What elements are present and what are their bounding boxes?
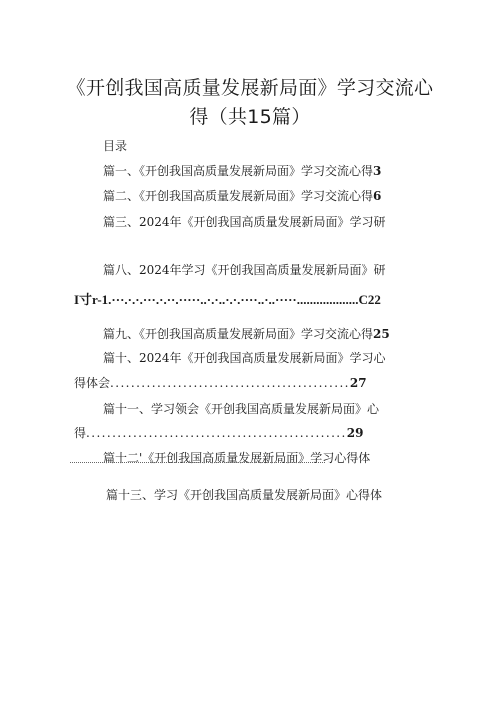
toc-entry-page: 6: [373, 189, 382, 203]
toc-entry-8[interactable]: [103, 262, 386, 278]
toc-entry-text: 篇十三、学习《开创我国高质量发展新局面》心得体: [106, 488, 383, 502]
toc-entry-page: 27: [349, 376, 367, 390]
toc-entry-text: 篇三、2024年《开创我国高质量发展新局面》学习研: [103, 215, 386, 229]
title-line-1: 《开创我国高质量发展新局面》学习交流心: [66, 77, 434, 99]
toc-entry-cont: 得体会: [74, 376, 111, 390]
toc-entry-1[interactable]: [103, 163, 381, 179]
toc-entry-3[interactable]: [103, 214, 386, 230]
document-title: [40, 74, 460, 132]
toc-entry-10-cont[interactable]: [74, 375, 367, 391]
toc-entry-page: 25: [373, 327, 390, 341]
toc-entry-garbled-line: I寸r-1.···.·.·.···.·.··.·····..·.·..·.·.····..·..·····...................C22: [74, 292, 381, 307]
toc-heading: 目录: [103, 139, 128, 153]
toc-entry-text: 篇九、《开创我国高质量发展新局面》学习交流心得: [103, 327, 374, 341]
toc-entry-10[interactable]: [103, 350, 386, 366]
toc-entry-text: 篇十一、学习领会《开创我国高质量发展新局面》心: [103, 402, 380, 416]
toc-entry-text: 篇一、《开创我国高质量发展新局面》学习交流心得: [103, 164, 374, 178]
title-line-2: 得（共15篇）: [189, 106, 311, 128]
toc-entry-text: 篇十、2024年《开创我国高质量发展新局面》学习心: [103, 351, 386, 365]
toc-entry-11-cont[interactable]: [74, 425, 363, 441]
toc-entry-12[interactable]: [103, 450, 370, 466]
toc-leader-dots: ..............................................: [110, 376, 350, 390]
toc-entry-text: 篇二、《开创我国高质量发展新局面》学习交流心得: [103, 189, 374, 203]
toc-entry-text: 篇八、2024年学习《开创我国高质量发展新局面》研: [103, 263, 386, 277]
toc-entry-page: 3: [373, 164, 382, 178]
toc-entry-11[interactable]: [103, 401, 379, 417]
dotted-underline: [70, 462, 325, 463]
toc-leader-dots: ..................................................: [86, 426, 347, 440]
toc-entry-page: 29: [346, 426, 364, 440]
toc-entry-cont: 得: [74, 426, 87, 440]
toc-entry-2[interactable]: [103, 188, 381, 204]
toc-entry-text: 篇十二'《开创我国高质量发展新局面》学习心得体: [103, 451, 371, 465]
toc-entry-9[interactable]: [103, 326, 390, 342]
toc-entry-13[interactable]: [106, 487, 382, 503]
